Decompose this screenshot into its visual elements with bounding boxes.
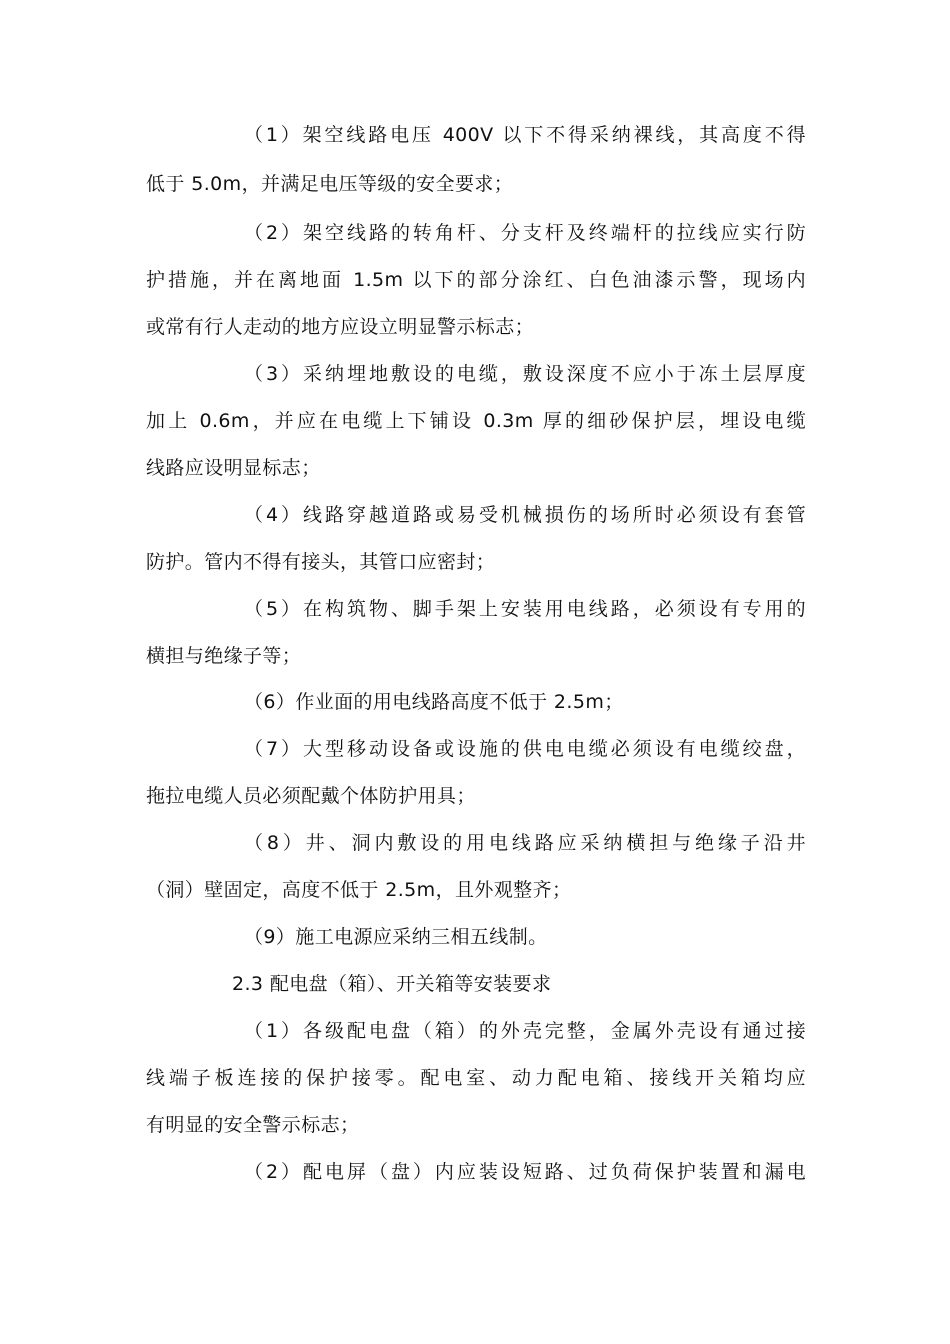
paragraph-line: （7）大型移动设备或设施的供电电缆必须设有电缆绞盘， bbox=[244, 738, 806, 760]
paragraph-line: （2）配电屏（盘）内应装设短路、过负荷保护装置和漏电 bbox=[244, 1161, 806, 1183]
paragraph-line: 线端子板连接的保护接零。配电室、动力配电箱、接线开关箱均应 bbox=[146, 1067, 806, 1089]
paragraph-line: （1）各级配电盘（箱）的外壳完整，金属外壳设有通过接 bbox=[244, 1020, 806, 1042]
paragraph-line: （6）作业面的用电线路高度不低于 2.5m； bbox=[244, 691, 624, 713]
paragraph-line: 防护。管内不得有接头，其管口应密封； bbox=[146, 551, 496, 573]
paragraph-line: （8）井、洞内敷设的用电线路应采纳横担与绝缘子沿井 bbox=[244, 832, 806, 854]
paragraph-line: 低于 5.0m，并满足电压等级的安全要求； bbox=[146, 173, 514, 195]
paragraph-line: （5）在构筑物、脚手架上安装用电线路，必须设有专用的 bbox=[244, 598, 806, 620]
paragraph-line: （9）施工电源应采纳三相五线制。 bbox=[244, 926, 548, 948]
section-heading: 2.3 配电盘（箱）、开关箱等安装要求 bbox=[232, 973, 552, 995]
paragraph-line: 有明显的安全警示标志； bbox=[146, 1114, 360, 1136]
paragraph-line: 线路应设明显标志； bbox=[146, 457, 321, 479]
paragraph-line: 护措施，并在离地面 1.5m 以下的部分涂红、白色油漆示警，现场内 bbox=[146, 269, 806, 291]
paragraph-line: 拖拉电缆人员必须配戴个体防护用具； bbox=[146, 785, 476, 807]
paragraph-line: 加上 0.6m，并应在电缆上下铺设 0.3m 厚的细砂保护层，埋设电缆 bbox=[146, 410, 806, 432]
paragraph-line: （2）架空线路的转角杆、分支杆及终端杆的拉线应实行防 bbox=[244, 222, 806, 244]
paragraph-line: （洞）壁固定，高度不低于 2.5m，且外观整齐； bbox=[146, 879, 572, 901]
paragraph-line: 横担与绝缘子等； bbox=[146, 645, 302, 667]
paragraph-line: （4）线路穿越道路或易受机械损伤的场所时必须设有套管 bbox=[244, 504, 806, 526]
paragraph-line: 或常有行人走动的地方应设立明显警示标志； bbox=[146, 316, 535, 338]
paragraph-line: （3）采纳埋地敷设的电缆，敷设深度不应小于冻土层厚度 bbox=[244, 363, 806, 385]
paragraph-line: （1）架空线路电压 400V 以下不得采纳裸线，其高度不得 bbox=[244, 124, 806, 146]
